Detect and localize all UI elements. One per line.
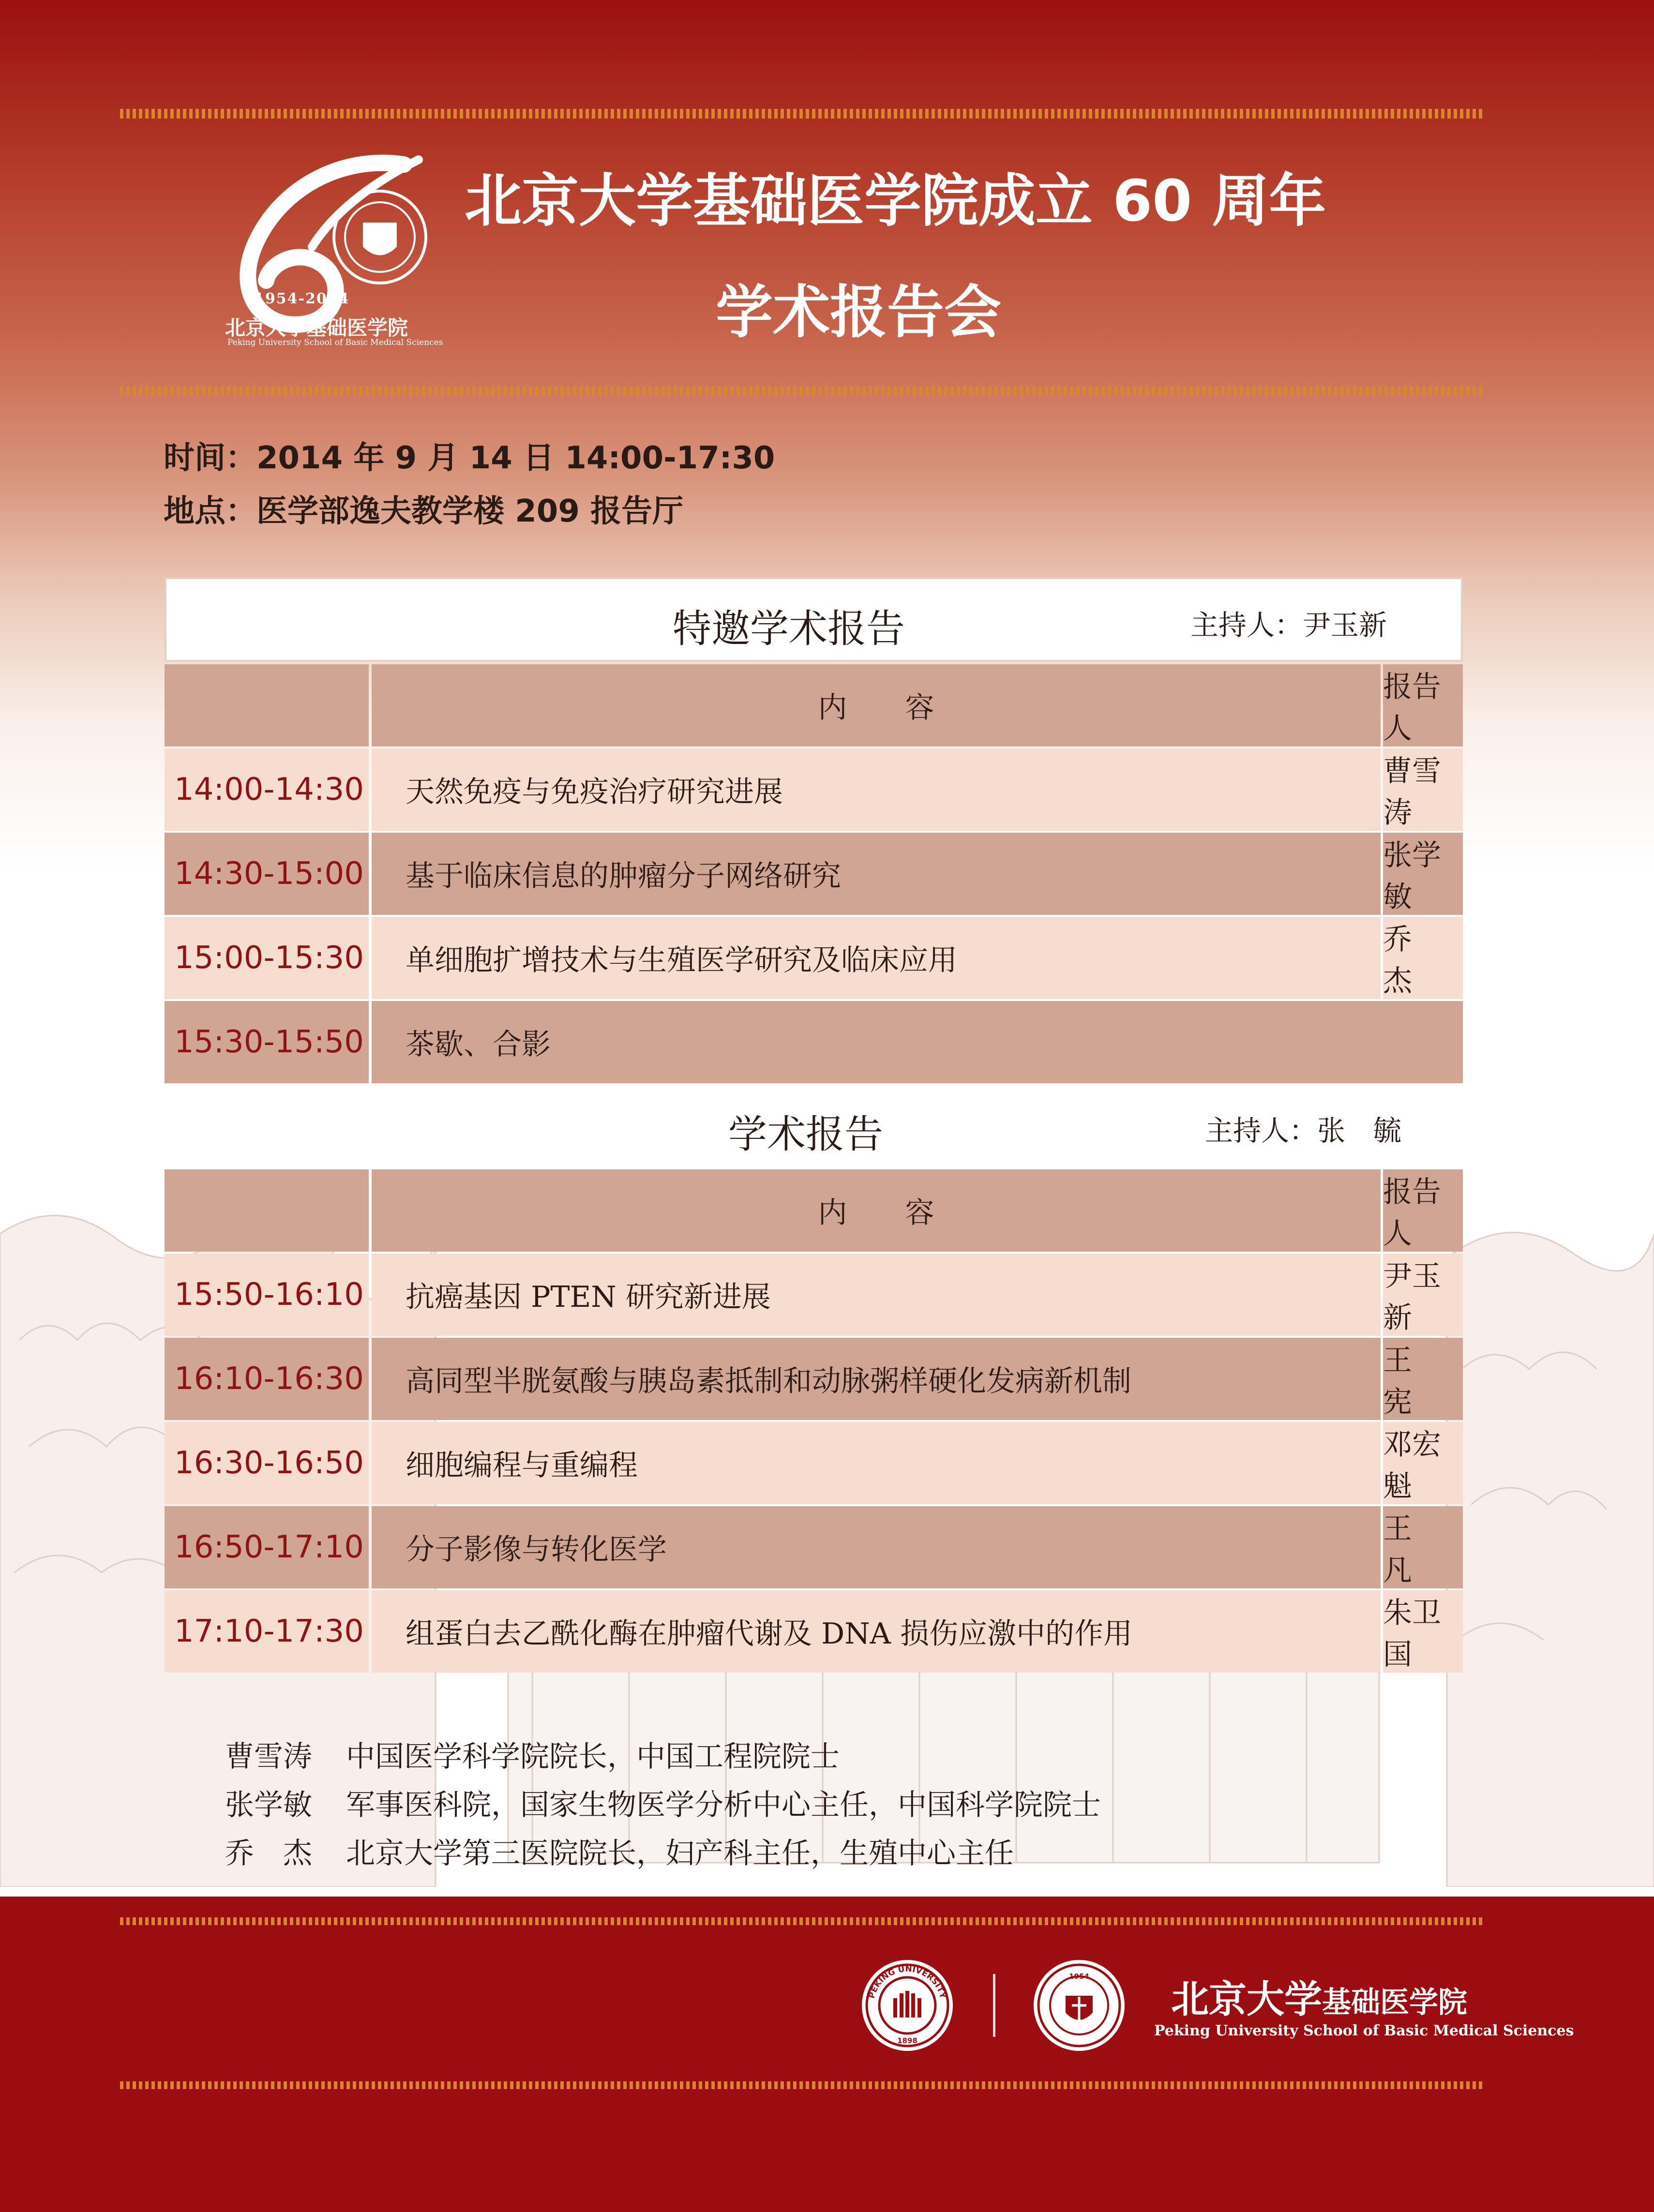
logo-years: 1954-2014 xyxy=(254,290,350,307)
header-time-cell xyxy=(165,1169,369,1252)
table-row xyxy=(165,1422,1463,1504)
row-time: 17:10-17:30 xyxy=(165,1590,369,1673)
header-speaker-cell: 报告人 xyxy=(1383,664,1463,747)
school-seal-year: 1954 xyxy=(1069,1972,1089,1981)
row-time: 14:30-15:00 xyxy=(165,833,369,915)
section2-header-row xyxy=(165,1169,1463,1252)
row-speaker: 朱卫国 xyxy=(1383,1590,1463,1673)
speaker-bio xyxy=(225,1782,1101,1823)
row-content: 组蛋白去乙酰化酶在肿瘤代谢及 DNA 损伤应激中的作用 xyxy=(372,1590,1381,1673)
table-row xyxy=(165,1506,1463,1588)
pku-seal-year: 1898 xyxy=(897,2036,917,2045)
speaker-bio xyxy=(225,1830,1014,1872)
row-content: 基于临床信息的肿瘤分子网络研究 xyxy=(372,833,1381,915)
bio-name: 曹雪涛 xyxy=(225,1740,312,1774)
row-content: 茶歇、合影 xyxy=(372,1001,1463,1083)
row-speaker: 尹玉新 xyxy=(1383,1254,1463,1336)
row-speaker: 王 宪 xyxy=(1383,1338,1463,1420)
header-dotted-line xyxy=(120,386,1482,396)
table-row xyxy=(165,1254,1463,1336)
speaker-bio xyxy=(225,1734,840,1775)
brand-cn-main: 北京大学 xyxy=(1171,1977,1323,2021)
row-content: 抗癌基因 PTEN 研究新进展 xyxy=(372,1254,1381,1336)
row-content: 天然免疫与免疫治疗研究进展 xyxy=(372,748,1381,831)
row-time: 15:00-15:30 xyxy=(165,917,369,999)
footer-separator xyxy=(993,1974,995,2037)
table-row xyxy=(165,917,1463,999)
logo-school-name: 北京大学基础医学院 xyxy=(225,316,408,340)
row-content: 分子影像与转化医学 xyxy=(372,1506,1381,1588)
section2-title: 学术报告 xyxy=(728,1112,883,1157)
row-speaker: 邓宏魁 xyxy=(1383,1422,1463,1504)
bio-name: 张学敏 xyxy=(225,1788,312,1822)
event-place: 地点：医学部逸夫教学楼 209 报告厅 xyxy=(164,493,684,529)
row-content: 单细胞扩增技术与生殖医学研究及临床应用 xyxy=(372,917,1381,999)
row-speaker: 张学敏 xyxy=(1383,833,1463,915)
top-dotted-line xyxy=(120,109,1482,119)
row-time: 14:00-14:30 xyxy=(165,748,369,831)
row-content: 细胞编程与重编程 xyxy=(372,1422,1381,1504)
header-content-cell: 内 容 xyxy=(372,664,1381,747)
school-seal-icon xyxy=(1031,1957,1128,2054)
footer-dotted-line-bottom xyxy=(120,2081,1482,2089)
footer-dotted-line-top xyxy=(120,1917,1482,1925)
table-row xyxy=(165,748,1463,831)
row-speaker: 曹雪涛 xyxy=(1383,748,1463,831)
bio-name: 乔 杰 xyxy=(225,1837,312,1870)
row-time: 16:30-16:50 xyxy=(165,1422,369,1504)
bio-desc: 中国医学科学院院长，中国工程院院士 xyxy=(346,1740,840,1774)
section1-title: 特邀学术报告 xyxy=(673,606,905,651)
row-time: 16:10-16:30 xyxy=(165,1338,369,1420)
header-time-cell xyxy=(165,664,369,747)
header-speaker-cell: 报告人 xyxy=(1383,1169,1463,1252)
logo-school-name-en: Peking University School of Basic Medical Sciences xyxy=(227,338,443,347)
table-row xyxy=(165,833,1463,915)
table-row-break xyxy=(165,1001,1463,1083)
row-time: 15:50-16:10 xyxy=(165,1254,369,1336)
row-time: 16:50-17:10 xyxy=(165,1506,369,1588)
table-row xyxy=(165,1338,1463,1420)
pku-seal-text: PEKING UNIVERSITY xyxy=(867,1964,948,2000)
header-content-cell: 内 容 xyxy=(372,1169,1381,1252)
bio-desc: 北京大学第三医院院长，妇产科主任，生殖中心主任 xyxy=(346,1837,1014,1870)
brand-chinese xyxy=(1171,1969,1467,2023)
bio-desc: 军事医科院，国家生物医学分析中心主任，中国科学院院士 xyxy=(346,1788,1101,1822)
row-speaker: 王 凡 xyxy=(1383,1506,1463,1588)
subtitle: 学术报告会 xyxy=(715,279,1001,345)
main-title: 北京大学基础医学院成立 60 周年 xyxy=(465,167,1326,234)
section1-header-row xyxy=(165,664,1463,747)
event-time: 时间：2014 年 9 月 14 日 14:00-17:30 xyxy=(164,440,775,476)
section2-host: 主持人：张 毓 xyxy=(1205,1114,1402,1147)
footer-band xyxy=(0,1897,1654,2212)
table-row xyxy=(165,1590,1463,1673)
row-time: 15:30-15:50 xyxy=(165,1001,369,1083)
brand-english: Peking University School of Basic Medical Sciences xyxy=(1154,2022,1574,2039)
row-speaker: 乔 杰 xyxy=(1383,917,1463,999)
row-content: 高同型半胱氨酸与胰岛素抵制和动脉粥样硬化发病新机制 xyxy=(372,1338,1381,1420)
brand-cn-sub: 基础医学院 xyxy=(1322,1986,1468,2019)
section1-host: 主持人：尹玉新 xyxy=(1190,609,1387,642)
pku-seal-icon xyxy=(859,1957,956,2054)
